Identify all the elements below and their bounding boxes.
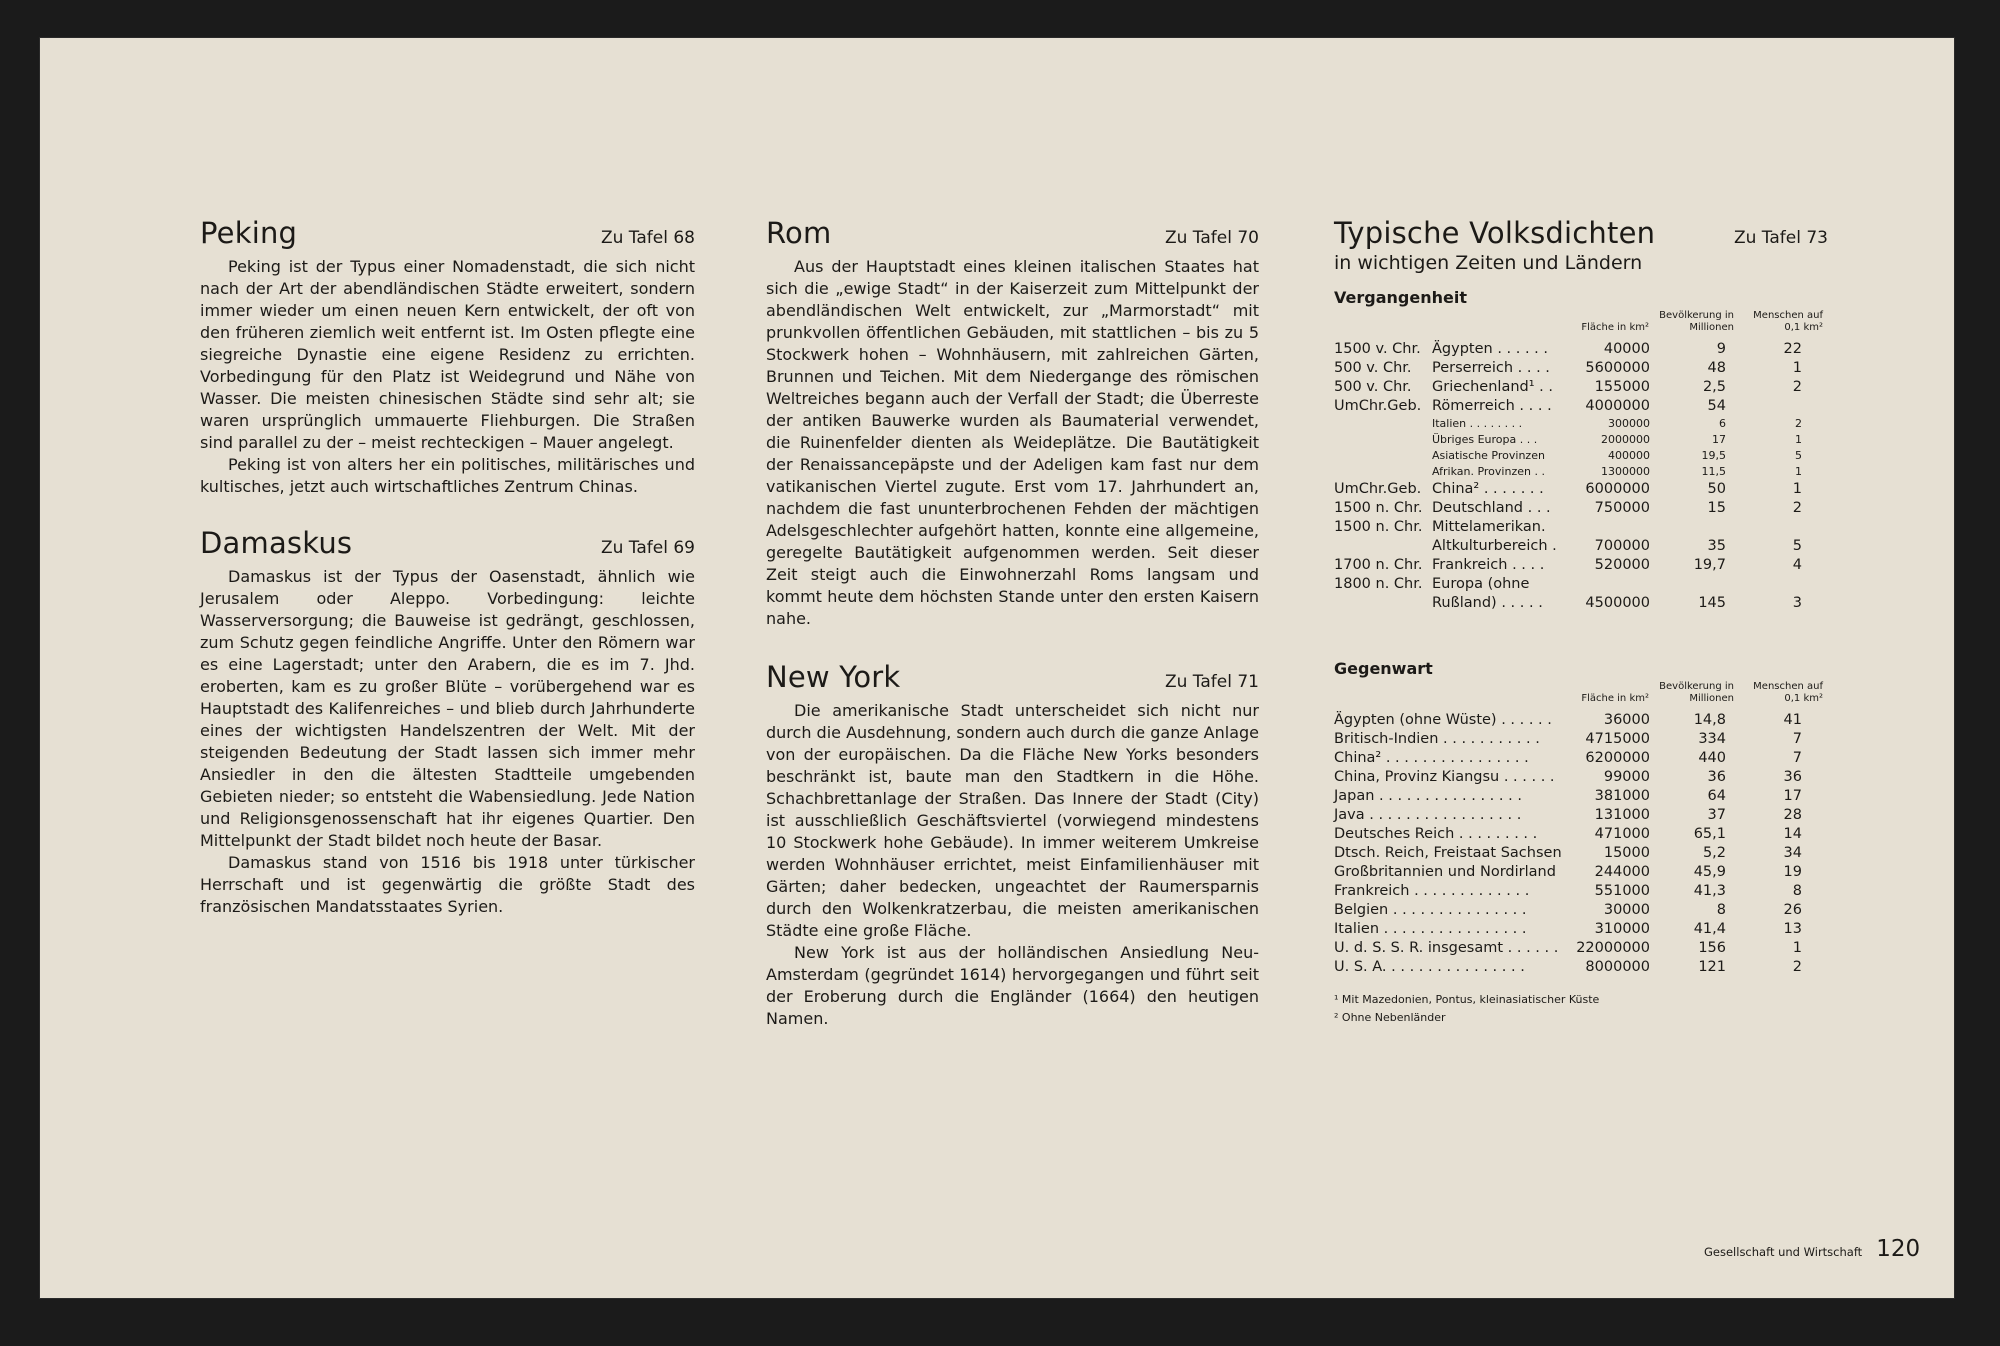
section-title: Damaskus [200,526,353,560]
paragraph: Peking ist von alters her ein politisches, militärisches und kultisches, jetzt auch wirtschaftliches Zentrum Chinas. [200,455,695,496]
cell-density: 28 [1783,807,1802,823]
paragraph: Damaskus ist der Typus der Oasenstadt, ähnlich wie Jerusalem oder Aleppo. Vorbedingung: leichte Wasserversorgung; die Bauweise ist gedrängt, geschlossen, zum Schutz gegen feindliche Angriffe. Unter den Römern war es eine Lagerstadt; unter den Arabern, die es im 7. Jhd. eroberten, kam es zu großer Blüte – vorübergehend war es Hauptstadt des Kalifenreiches – und blieb durch Jahrhunderte eines der wichtigsten Handelszentren der Welt. Mit der steigenden Bedeutung der Stadt lassen sich immer mehr Ansiedler in den die ältesten Stadtteile umgebenden Gebieten nieder; so entsteht die Wabensiedlung. Jede Nation und Religionsgenossenschaft hat ihr eigenes Quartier. Den Mittelpunkt der Stadt bildet noch heute der Basar. [200,567,695,850]
cell-density: 1 [1792,940,1802,956]
cell-population: 5,2 [1702,845,1726,861]
cell-density: 14 [1783,826,1802,842]
cell-era [1334,416,1432,432]
table-row [1334,397,1824,416]
cell-population: 36 [1707,769,1726,785]
table-row [1334,920,1824,939]
section-peking [200,216,695,498]
table-row [1334,825,1824,844]
section-damaskus [200,526,695,918]
cell-country: China² . . . . . . . . . . . . . . . . [1334,750,1529,766]
plate-reference: Zu Tafel 68 [600,228,695,248]
cell-country: Griechenland¹ . . [1432,379,1553,395]
header-area: Fläche in km² [1581,322,1649,333]
cell-density: 4 [1792,557,1802,573]
cell-country: Belgien . . . . . . . . . . . . . . . [1334,902,1527,918]
cell-population: 334 [1698,731,1726,747]
table-row [1334,787,1824,806]
cell-population: 440 [1698,750,1726,766]
cell-era: 500 v. Chr. [1334,360,1412,376]
table-row [1334,958,1824,977]
cell-density: 7 [1792,731,1802,747]
cell-population: 48 [1707,360,1726,376]
cell-country: Afrikan. Provinzen . . [1432,465,1545,478]
section-title: Rom [766,216,832,250]
cell-era [1334,594,1432,613]
cell-population: 54 [1707,398,1726,414]
cell-density: 2 [1795,417,1802,430]
table-header-row [1334,680,1824,711]
cell-country: Dtsch. Reich, Freistaat Sachsen [1334,845,1562,861]
cell-area: 5600000 [1585,360,1650,376]
section-new-york [766,660,1259,1030]
cell-era [1334,464,1432,480]
cell-country: Java . . . . . . . . . . . . . . . . . [1334,807,1522,823]
cell-area: 4715000 [1585,731,1650,747]
table-row [1334,844,1824,863]
table-row [1334,556,1824,575]
table-row [1334,359,1824,378]
cell-area: 244000 [1594,864,1650,880]
cell-country: China, Provinz Kiangsu . . . . . . [1334,769,1555,785]
cell-density: 19 [1783,864,1802,880]
cell-country: Britisch-Indien . . . . . . . . . . . [1334,731,1540,747]
table-row [1334,768,1824,787]
header-population: Bevölkerung in Millionen [1659,310,1734,333]
cell-population: 45,9 [1693,864,1726,880]
cell-country: Rußland) . . . . . [1432,595,1543,611]
section-rom [766,216,1259,630]
cell-country: Ägypten (ohne Wüste) . . . . . . [1334,712,1552,728]
cell-population: 15 [1707,500,1726,516]
table-row [1334,480,1824,499]
cell-area: 300000 [1608,417,1650,430]
paragraph: Die amerikanische Stadt unterscheidet sich nicht nur durch die Ausdehnung, sondern auch durch die ganze Anlage von der europäischen. Da die Fläche New Yorks besonders beschränkt ist, baute man den Stadtkern in die Höhe. Schachbrettanlage der Straßen. Das Innere der Stadt (City) ist ausschließlich Geschäftsviertel (vorwiegend mindestens 10 Stockwerk hohe Gebäude). In immer weiterem Umkreise werden Wohnhäuser errichtet, meist Einfamilienhäuser mit Gärten; daher bedecken, ungeachtet der Raumersparnis durch den Wolkenkratzerbau, die meisten amerikanischen Städte eine große Fläche. [766,701,1259,940]
plate-reference: Zu Tafel 70 [1164,228,1259,248]
cell-density: 1 [1795,433,1802,446]
cell-country: Ägypten . . . . . . [1432,341,1549,357]
cell-country: Frankreich . . . . . . . . . . . . . [1334,883,1530,899]
cell-density: 41 [1783,712,1802,728]
cell-area: 6000000 [1585,481,1650,497]
cell-area: 2000000 [1601,433,1650,446]
cell-density: 22 [1783,341,1802,357]
cell-country: U. S. A. . . . . . . . . . . . . . . . [1334,959,1525,975]
cell-population: 2,5 [1702,379,1726,395]
cell-country: Japan . . . . . . . . . . . . . . . . [1334,788,1522,804]
cell-density: 1 [1795,465,1802,478]
table-row [1334,448,1824,464]
section-title: Peking [200,216,298,250]
paragraph: New York ist aus der holländischen Ansiedlung Neu-Amsterdam (gegründet 1614) hervorgegangen und führt seit der Eroberung durch die Engländer (1664) den heutigen Namen. [766,943,1259,1028]
cell-population: 64 [1707,788,1726,804]
table-row [1334,464,1824,480]
cell-density: 26 [1783,902,1802,918]
cell-country: U. d. S. S. R. insgesamt . . . . . . [1334,940,1559,956]
footnote-2: ² Ohne Nebenländer [1334,1011,1446,1024]
table-row [1334,749,1824,768]
cell-area: 155000 [1594,379,1650,395]
page-number: 120 [1876,1236,1921,1262]
section-header [766,216,1259,250]
cell-density: 7 [1792,750,1802,766]
header-area: Fläche in km² [1581,693,1649,704]
cell-density: 2 [1792,500,1802,516]
cell-area: 1300000 [1601,465,1650,478]
cell-density: 2 [1792,379,1802,395]
cell-country: Altkulturbereich . [1432,538,1557,554]
cell-area: 15000 [1603,845,1650,861]
plate-reference: Zu Tafel 69 [600,538,695,558]
page-footer [1704,1236,1920,1262]
cell-population: 145 [1698,595,1726,611]
cell-density: 1 [1792,481,1802,497]
cell-area: 400000 [1608,449,1650,462]
plate-reference: Zu Tafel 73 [1733,228,1828,248]
table-row [1334,711,1824,730]
footer-rubric: Gesellschaft und Wirtschaft [1704,1245,1863,1259]
cell-population: 41,3 [1693,883,1726,899]
cell-country: Europa (ohne [1432,576,1530,592]
section-header [766,660,1259,694]
table-row [1334,499,1824,518]
cell-density: 5 [1795,449,1802,462]
table-row [1334,901,1824,920]
column-right [1334,216,1854,1027]
cell-era: UmChr.Geb. [1334,481,1422,497]
cell-era: UmChr.Geb. [1334,398,1422,414]
table-row [1334,518,1824,537]
table-row [1334,939,1824,958]
cell-population: 19,7 [1693,557,1726,573]
cell-density: 8 [1792,883,1802,899]
cell-area: 8000000 [1585,959,1650,975]
cell-population: 41,4 [1693,921,1726,937]
cell-area: 471000 [1594,826,1650,842]
header-density: Menschen auf 0,1 km² [1753,681,1823,704]
table-past [1334,309,1824,613]
table-row [1334,594,1824,613]
section-header [200,216,695,250]
cell-area: 40000 [1603,341,1650,357]
table-header-row [1334,309,1824,340]
footnotes [1334,991,1854,1027]
cell-area: 750000 [1594,500,1650,516]
section-title: Typische Volksdichten [1334,216,1656,250]
cell-population: 50 [1707,481,1726,497]
table-row [1334,378,1824,397]
cell-population: 19,5 [1701,449,1726,462]
table-row [1334,575,1824,594]
cell-area: 310000 [1594,921,1650,937]
column-left [200,216,695,946]
cell-population: 11,5 [1701,465,1726,478]
cell-area: 99000 [1603,769,1650,785]
cell-area: 131000 [1594,807,1650,823]
table-row [1334,882,1824,901]
cell-era: 1700 n. Chr. [1334,557,1423,573]
section-header [200,526,695,560]
cell-country: Deutschland . . . [1432,500,1551,516]
cell-country: Italien . . . . . . . . [1432,417,1523,430]
table-row [1334,806,1824,825]
header-population: Bevölkerung in Millionen [1659,681,1734,704]
cell-density: 17 [1783,788,1802,804]
cell-area: 520000 [1594,557,1650,573]
cell-country: Mittelamerikan. [1432,519,1546,535]
cell-population: 6 [1719,417,1726,430]
column-middle [766,216,1259,1058]
cell-population [1650,575,1744,594]
cell-area: 36000 [1603,712,1650,728]
cell-area [1572,575,1650,594]
cell-density: 1 [1792,360,1802,376]
cell-density: 13 [1783,921,1802,937]
header-cell [1432,309,1572,340]
cell-era: 1500 n. Chr. [1334,500,1423,516]
cell-population: 121 [1698,959,1726,975]
table-row [1334,863,1824,882]
table-row [1334,730,1824,749]
cell-area: 4000000 [1585,398,1650,414]
header-cell [1334,680,1572,711]
cell-country: Römerreich . . . . [1432,398,1552,414]
cell-population: 65,1 [1693,826,1726,842]
cell-era [1334,537,1432,556]
paragraph: Damaskus stand von 1516 bis 1918 unter türkischer Herrschaft und ist gegenwärtig die größte Stadt des französischen Mandatsstaates Syrien. [200,853,695,916]
table-present [1334,680,1824,977]
paragraph: Aus der Hauptstadt eines kleinen italischen Staates hat sich die „ewige Stadt“ in der Kaiserzeit zum Mittelpunkt der abendländischen Welt entwickelt, zur „Marmorstadt“ mit prunkvollen öffentlichen Gebäuden, mit stattlichen – bis zu 5 Stockwerk hohen – Wohnhäusern, mit zahlreichen Gärten, Brunnen und Teichen. Mit dem Niedergange des römischen Weltreiches begann auch der Verfall der Stadt; die Überreste der antiken Bauwerke wurden als Baumaterial verwendet, die Ruinenfelder dienten als Weideplätze. Die Bautätigkeit der Renaissancepäpste und der Adeligen kam fast nur dem vatikanischen Viertel zugute. Erst vom 17. Jahrhundert an, nachdem die fast ununterbrochenen Fehden der mächtigen Adelsgeschlechter aufgehört hatten, konnte eine allgemeine, geregelte Bautätigkeit aufgenommen werden. Seit dieser Zeit steigt auch die Einwohnerzahl Roms langsam und kommt heute dem höchsten Stande unter den ersten Kaisern nahe. [766,257,1259,628]
table-body [1334,340,1824,613]
table-row [1334,537,1824,556]
page-sheet [40,38,1954,1298]
cell-density: 5 [1792,538,1802,554]
cell-population: 9 [1716,341,1726,357]
cell-area: 700000 [1594,538,1650,554]
cell-population: 37 [1707,807,1726,823]
table-body [1334,711,1824,977]
cell-area: 381000 [1594,788,1650,804]
cell-area: 4500000 [1585,595,1650,611]
cell-country: Großbritannien und Nordirland [1334,864,1556,880]
cell-density: 36 [1783,769,1802,785]
cell-density [1744,397,1824,416]
plate-reference: Zu Tafel 71 [1164,672,1259,692]
cell-era: 1800 n. Chr. [1334,576,1423,592]
cell-density [1744,518,1824,537]
cell-population: 35 [1707,538,1726,554]
cell-country: Übriges Europa . . . [1432,433,1538,446]
cell-country: Perserreich . . . . [1432,360,1550,376]
cell-era: 1500 v. Chr. [1334,341,1421,357]
table-row [1334,340,1824,359]
cell-country: China² . . . . . . . [1432,481,1544,497]
section-header [1334,216,1828,250]
group-label-present: Gegenwart [1334,659,1433,678]
table-row [1334,432,1824,448]
cell-country: Asiatische Provinzen [1432,449,1545,462]
cell-density: 3 [1792,595,1802,611]
cell-density [1744,575,1824,594]
header-density: Menschen auf 0,1 km² [1753,310,1823,333]
cell-area: 6200000 [1585,750,1650,766]
cell-era [1334,432,1432,448]
section-title: New York [766,660,901,694]
cell-country: Deutsches Reich . . . . . . . . . [1334,826,1538,842]
cell-country: Frankreich . . . . [1432,557,1545,573]
cell-population: 156 [1698,940,1726,956]
cell-population [1650,518,1744,537]
section-subtitle: in wichtigen Zeiten und Ländern [1334,252,1643,274]
cell-country: Italien . . . . . . . . . . . . . . . . [1334,921,1527,937]
table-row [1334,416,1824,432]
cell-era: 1500 n. Chr. [1334,519,1423,535]
cell-area: 22000000 [1576,940,1650,956]
cell-density: 34 [1783,845,1802,861]
cell-population: 8 [1716,902,1726,918]
cell-density: 2 [1792,959,1802,975]
group-label-past: Vergangenheit [1334,288,1467,307]
header-cell [1334,309,1432,340]
cell-area: 551000 [1594,883,1650,899]
footnote-1: ¹ Mit Mazedonien, Pontus, kleinasiatischer Küste [1334,993,1600,1006]
cell-era [1334,448,1432,464]
paragraph: Peking ist der Typus einer Nomadenstadt, die sich nicht nach der Art der abendländischen Städte erweitert, sondern immer wieder um einen neuen Kern entwickelt, der oft von den früheren ziemlich weit entfernt ist. Im Osten pflegte eine siegreiche Dynastie eine eigene Residenz zu errichten. Vorbedingung für den Platz ist Weidegrund und Nähe von Wasser. Die meisten chinesischen Städte sind sehr alt; sie waren ursprünglich ummauerte Fliehburgen. Die Straßen sind parallel zu der – meist rechteckigen – Mauer angelegt. [200,257,695,452]
cell-population: 14,8 [1693,712,1726,728]
cell-area [1572,518,1650,537]
cell-area: 30000 [1603,902,1650,918]
cell-population: 17 [1712,433,1726,446]
cell-era: 500 v. Chr. [1334,379,1412,395]
